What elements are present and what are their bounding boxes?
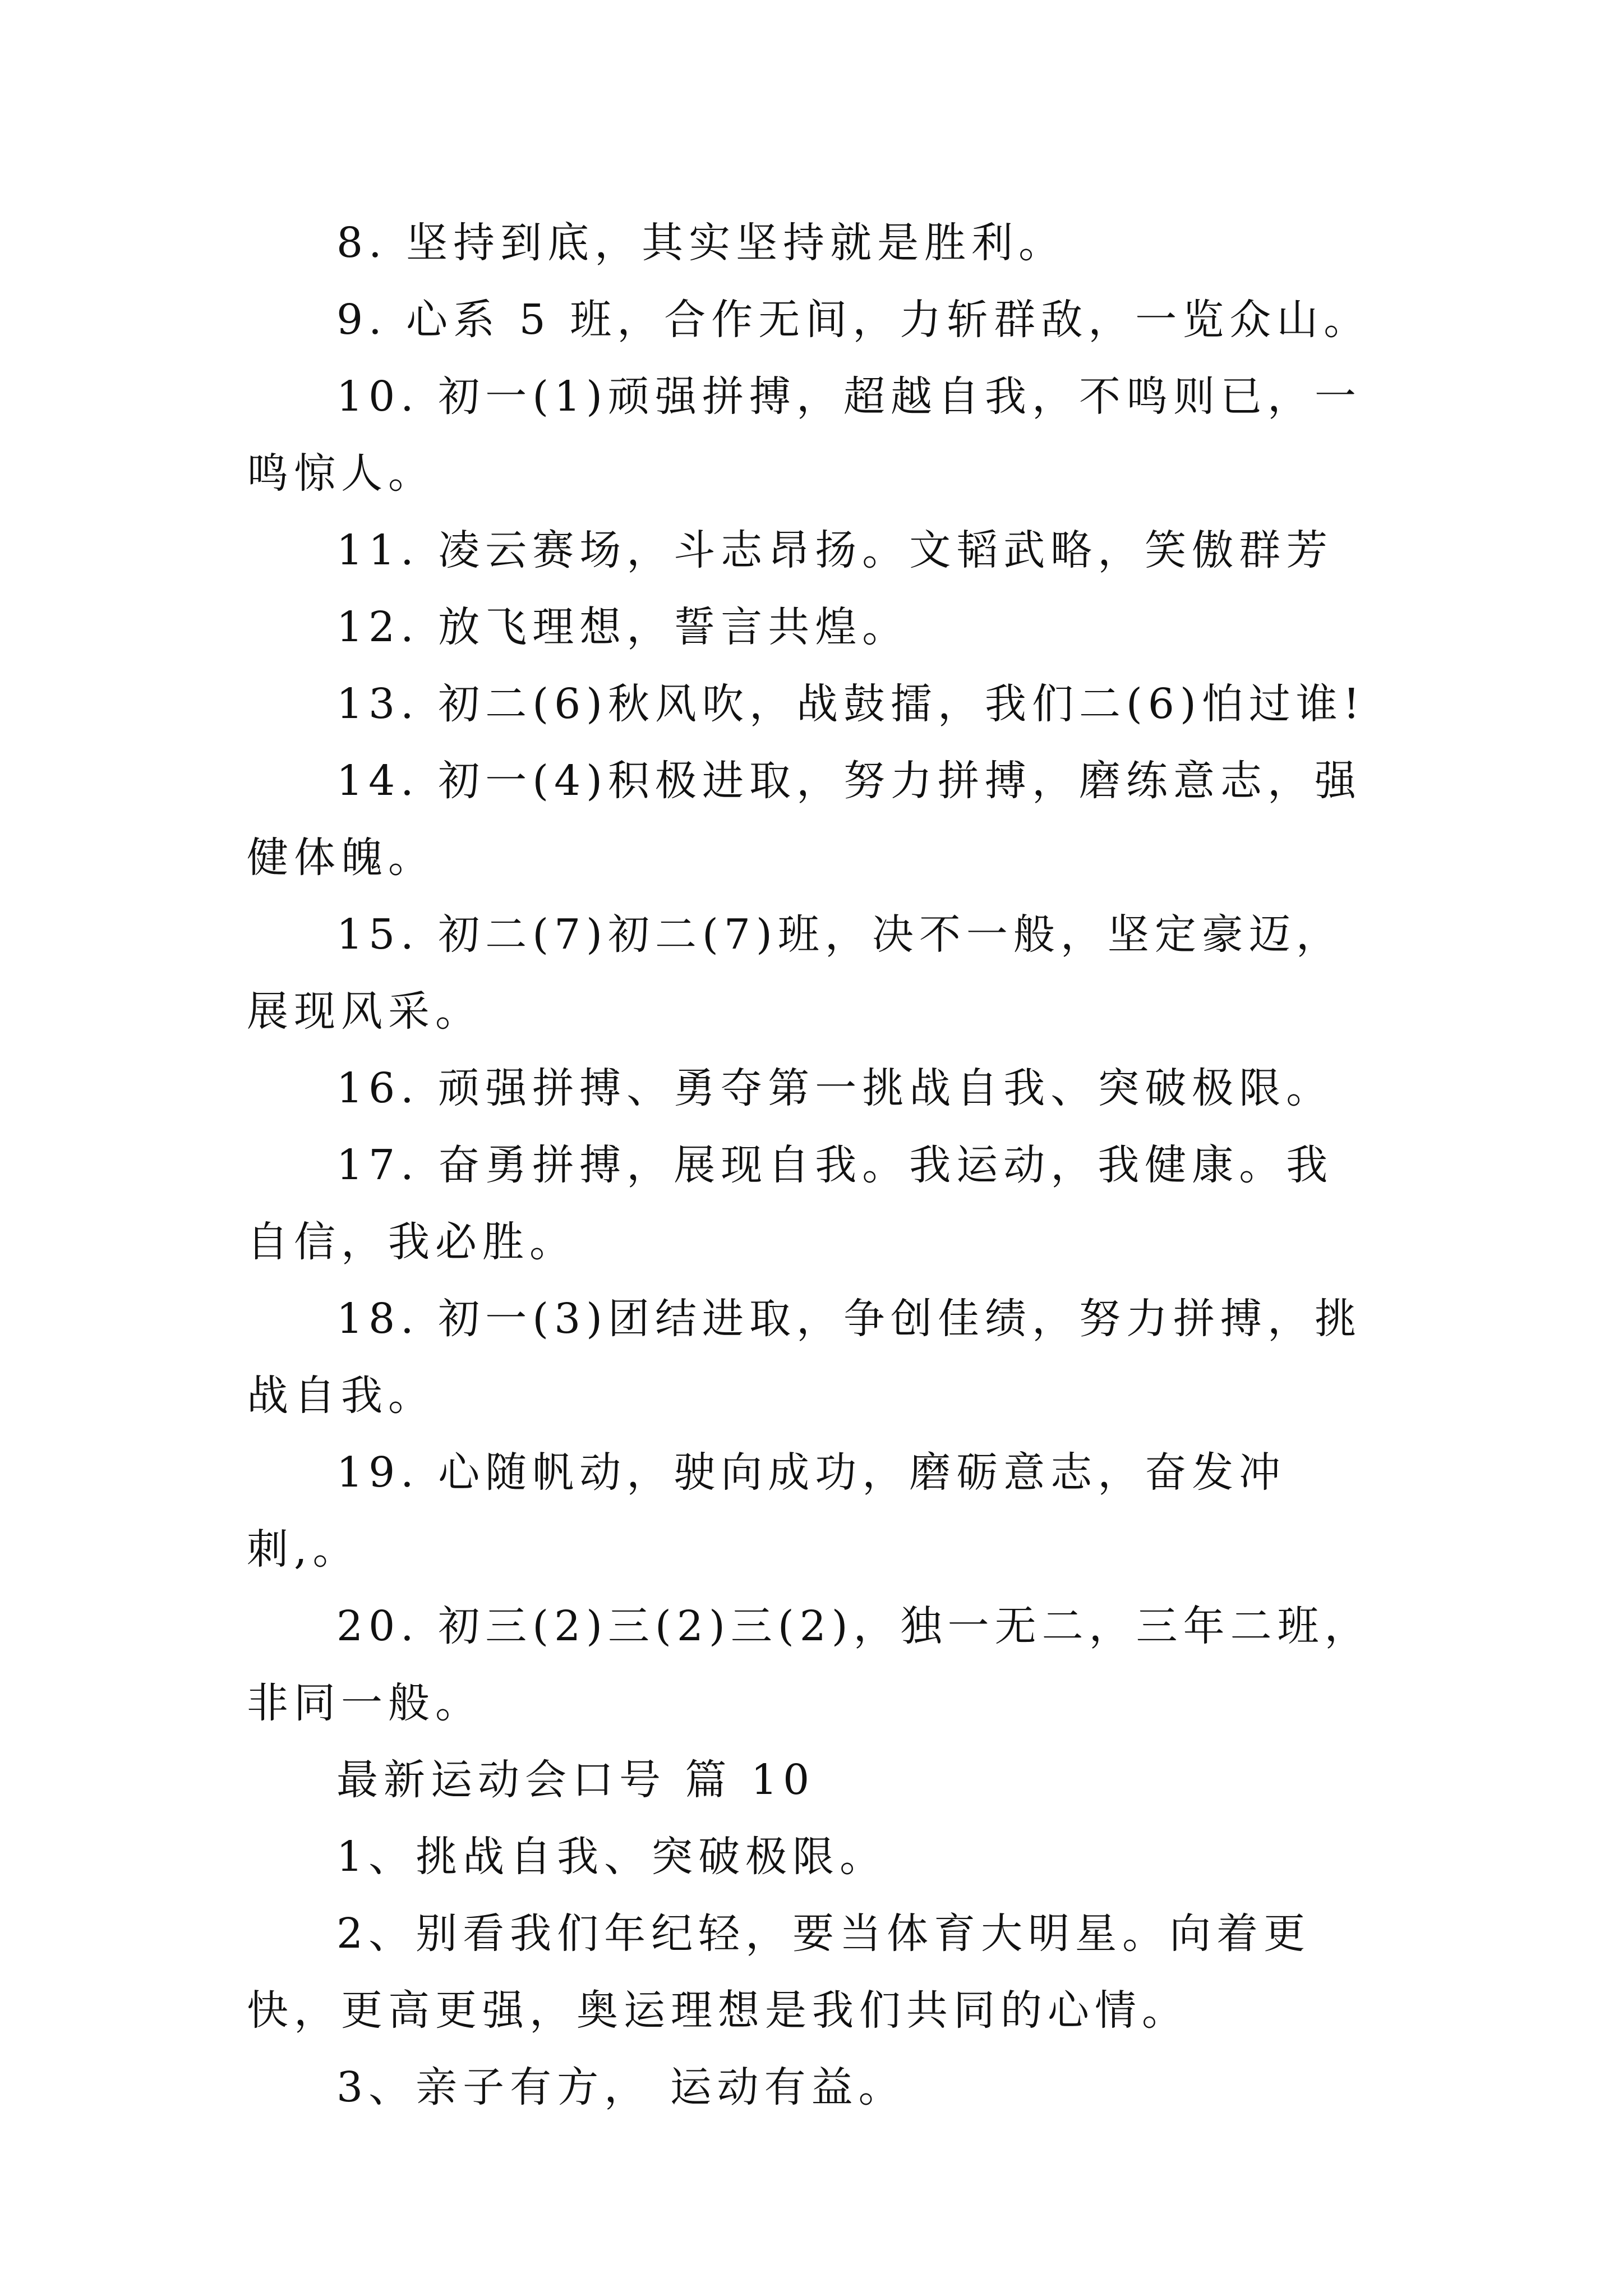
section-slogan-2: 2、别看我们年纪轻，要当体育大明星。向着更快，更高更强，奥运理想是我们共同的心情。 xyxy=(247,1910,1311,2035)
slogan-14: 14. 初一(4)积极进取，努力拼搏，磨练意志，强健体魄。 xyxy=(247,757,1362,882)
slogan-12: 12. 放飞理想，誓言共煌。 xyxy=(336,603,910,651)
section-slogan-3: 3、亲子有方， 运动有益。 xyxy=(336,2063,906,2111)
slogan-11: 11. 凌云赛场，斗志昂扬。文韬武略，笑傲群芳 xyxy=(336,526,1334,574)
slogan-19: 19. 心随帆动，驶向成功，磨砺意志，奋发冲刺,。 xyxy=(247,1448,1287,1573)
slogan-18: 18. 初一(3)团结进取，争创佳绩，努力拼搏，挑战自我。 xyxy=(247,1295,1362,1420)
slogan-20: 20. 初三(2)三(2)三(2)，独一无二，三年二班，非同一般。 xyxy=(247,1602,1372,1727)
slogan-17: 17. 奋勇拼搏，展现自我。我运动，我健康。我自信，我必胜。 xyxy=(247,1141,1334,1266)
slogan-15: 15. 初二(7)初二(7)班，决不一般，坚定豪迈，展现风采。 xyxy=(247,910,1343,1036)
slogan-16: 16. 顽强拼搏、勇夺第一挑战自我、突破极限。 xyxy=(336,1064,1334,1112)
document-body xyxy=(247,205,1380,2126)
section-slogan-1: 1、挑战自我、突破极限。 xyxy=(336,1833,887,1881)
section-heading: 最新运动会口号 篇 10 xyxy=(336,1756,815,1804)
slogan-8: 8. 坚持到底，其实坚持就是胜利。 xyxy=(336,219,1066,267)
slogan-9: 9. 心系 5 班，合作无间，力斩群敌，一览众山。 xyxy=(336,296,1371,344)
slogan-13: 13. 初二(6)秋风吹，战鼓擂，我们二(6)怕过谁! xyxy=(336,680,1366,728)
slogan-10: 10. 初一(1)顽强拼搏，超越自我，不鸣则已，一鸣惊人。 xyxy=(247,372,1362,498)
